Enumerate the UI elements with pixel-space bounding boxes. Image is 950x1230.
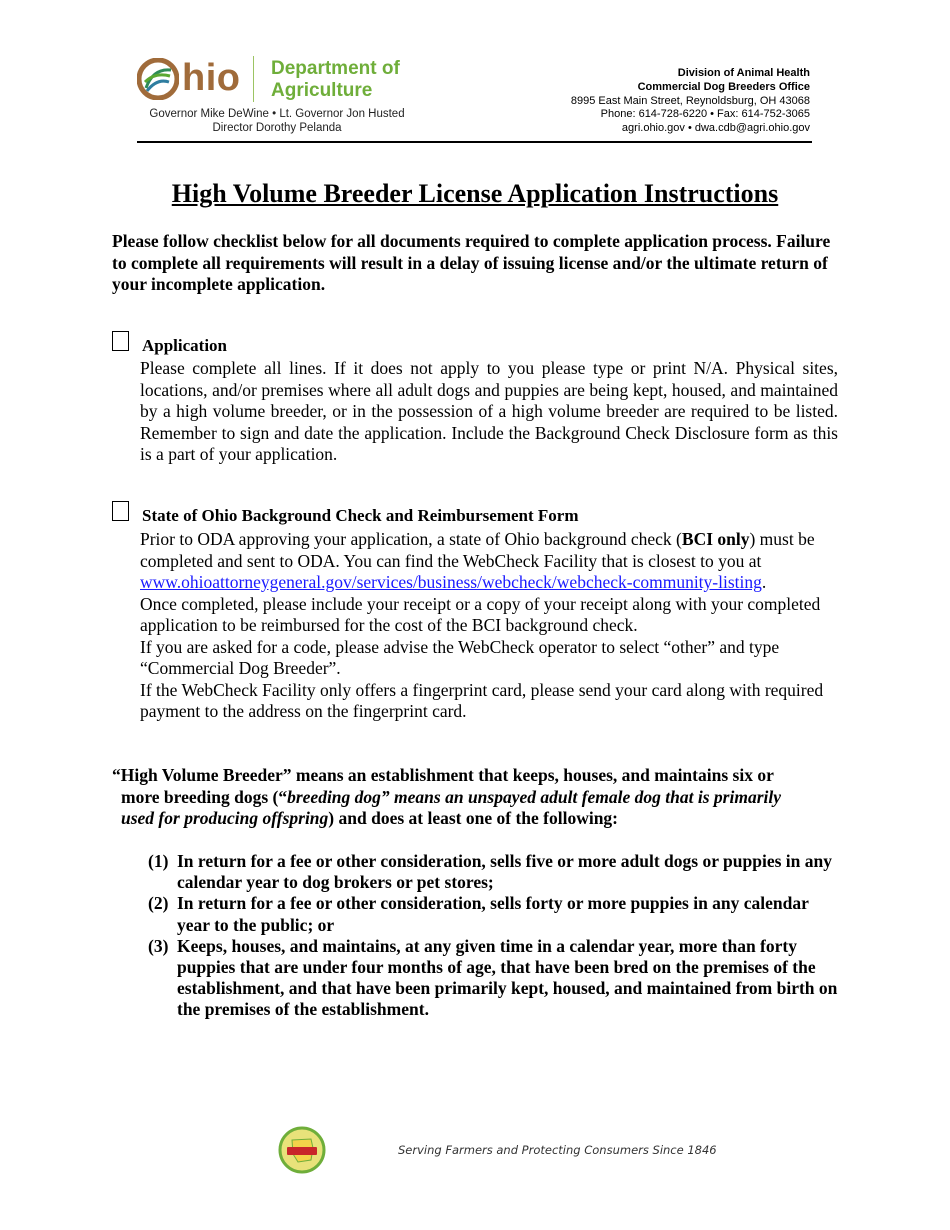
ohio-logo-mark-icon [137,58,179,100]
intro-text: Please follow checklist below for all documents required to complete application process. Failure to complete all requirements will result in a delay of issuing license and/or the ultimate return of your incomplete application. [112,231,831,294]
list-item: (3) Keeps, houses, and maintains, at any given time in a calendar year, more than forty puppies that are under four months of age, that have been bred on the premises of the establishment, and that have been primarily kept, housed, and maintained from birth on the premises of the establishment. [148,935,838,1020]
application-instructions: Please complete all lines. If it does not apply to you please type or print N/A. Physical sites, locations, and/or premises where all adult dogs and puppies are being kept, housed, and maintained by a high volume breeder, or in the possession of a high volume breeder are required to be listed. Remember to sign and date the application. Include the Background Check Disclosure form as this is a part of your application. [140,358,838,464]
background-check-instructions [140,529,838,723]
ohio-logo-text: hio [182,57,241,99]
office-name: Commercial Dog Breeders Office [637,80,810,93]
application-heading: Application [142,336,228,355]
department-name: Department of Agriculture [271,58,400,101]
office-phone-fax: Phone: 614-728-6220 • Fax: 614-752-3065 [600,108,810,121]
criteria-list [148,851,843,1021]
fingerprint-paragraph: If the WebCheck Facility only offers a fingerprint card, please send your card along with required payment to the address on the fingerprint card. [140,679,824,721]
ohio-proud-seal-icon [278,1126,326,1174]
office-contact-block [571,67,810,136]
office-address: 8995 East Main Street, Reynoldsburg, OH 43068 [570,94,810,107]
background-check-paragraph: Prior to ODA approving your application, a state of Ohio background check (BCI only) must be completed and sent to ODA. You can find the WebCheck Facility that is closest to you at www.ohioattorneygeneral.gov/services/business/webcheck/webcheck-community-listing. [140,529,815,592]
high-volume-breeder-definition: “High Volume Breeder” means an establishment that keeps, houses, and maintains six or more breeding dogs (“breeding dog” means an unspayed adult female dog that is primarily used for producing offspring) and does at least one of the following: [112,765,782,828]
background-check-heading: State of Ohio Background Check and Reimbursement Form [142,506,579,525]
application-checkbox[interactable] [112,331,129,351]
header-rule [137,141,812,143]
list-item: (2) In return for a fee or other consideration, sells forty or more puppies in any calendar year to the public; or [148,893,809,935]
logo-divider [253,56,254,102]
receipt-paragraph: Once completed, please include your receipt or a copy of your receipt along with your completed application to be reimbursed for the cost of the BCI background check. [140,593,821,635]
division-name: Division of Animal Health [677,67,810,79]
background-check-checkbox[interactable] [112,501,129,521]
officials: Governor Mike DeWine • Lt. Governor Jon Husted Director Dorothy Pelanda [149,108,405,134]
list-item: (1) In return for a fee or other consideration, sells five or more adult dogs or puppies in any calendar year to dog brokers or pet stores; [148,851,832,893]
webcheck-listing-link[interactable]: www.ohioattorneygeneral.gov/services/business/webcheck/webcheck-community-listing [140,572,762,592]
page-title: High Volume Breeder License Application Instructions [171,179,779,208]
footer-slogan: Serving Farmers and Protecting Consumers Since 1846 [398,1143,717,1157]
code-paragraph: If you are asked for a code, please advise the WebCheck operator to select “other” and type “Commercial Dog Breeder”. [140,636,780,678]
office-web-email: agri.ohio.gov • dwa.cdb@agri.ohio.gov [621,122,810,135]
